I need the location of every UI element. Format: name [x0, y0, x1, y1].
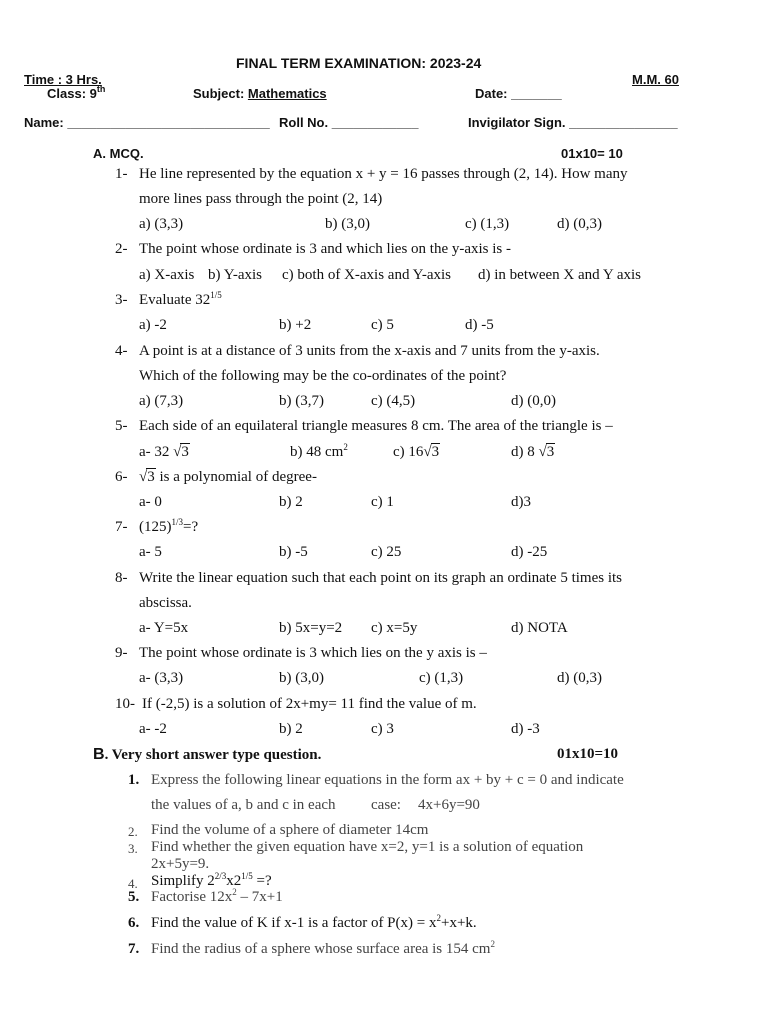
q3-option-a: a) -2	[139, 317, 167, 333]
q2-text: The point whose ordinate is 3 and which lies on the y-axis is -	[139, 241, 512, 257]
b-q4-number: 4.	[128, 876, 138, 891]
b-q7-pre: Find the radius of a sphere whose surface area is 154 cm	[151, 941, 491, 957]
q5-option-c	[393, 444, 440, 461]
q1-text-line2: more lines pass through the point (2, 14)	[139, 191, 383, 207]
b-q6-number: 6.	[128, 915, 140, 931]
q9-option-b: b) (3,0)	[279, 670, 324, 686]
q2-option-b: b) Y-axis	[208, 267, 263, 283]
q5-option-d-text: d) 8	[511, 444, 535, 460]
b-q6-post: +x+k.	[440, 915, 477, 931]
q6-option-d: d)3	[511, 494, 531, 510]
q5-option-b	[290, 444, 348, 461]
q4-text-line2: Which of the following may be the co-ordinates of the point?	[139, 368, 507, 384]
q8-text-line1: Write the linear equation such that each point on its graph an ordinate 5 times its	[139, 570, 623, 586]
section-b-title-text: . Very short answer type question.	[104, 747, 322, 763]
b-q1-line2: the values of a, b and c in each	[151, 797, 336, 813]
exam-title: FINAL TERM EXAMINATION: 2023-24	[236, 55, 482, 71]
q8-text-line2: abscissa.	[139, 595, 192, 611]
b-q5-exp: 2	[232, 887, 237, 897]
q5-option-d-radicand: 3	[546, 444, 555, 460]
q2-option-d: d) in between X and Y axis	[478, 267, 642, 283]
q7-base: (125)	[139, 519, 172, 535]
q8-option-d: d) NOTA	[511, 620, 568, 636]
q10-option-d: d) -3	[511, 721, 540, 737]
class-label	[47, 86, 105, 101]
q3-option-c: c) 5	[371, 317, 394, 333]
b-q6-text	[151, 915, 477, 932]
q5-option-a-radicand: 3	[181, 444, 189, 460]
q3-exponent: 1/5	[210, 290, 222, 300]
q10-option-a: a- -2	[139, 721, 167, 737]
q2-number: 2-	[115, 241, 128, 257]
q3-option-b: b) +2	[279, 317, 312, 333]
q1-option-a: a) (3,3)	[139, 216, 184, 232]
sqrt-symbol: √3	[139, 469, 155, 485]
b-q1-case-value: 4x+6y=90	[418, 797, 480, 813]
b-q5-post: – 7x+1	[236, 889, 283, 905]
q9-option-c: c) (1,3)	[419, 670, 464, 686]
q6-radicand: 3	[147, 469, 155, 485]
q2-option-c: c) both of X-axis and Y-axis	[282, 267, 451, 283]
q9-number: 9-	[115, 645, 128, 661]
q4-text-line1: A point is at a distance of 3 units from the x-axis and 7 units from the y-axis.	[139, 343, 600, 359]
q4-option-d: d) (0,0)	[511, 393, 556, 409]
q1-number: 1-	[115, 166, 128, 182]
b-q1-number: 1.	[128, 772, 140, 788]
b-q1-line1: Express the following linear equations in the form ax + by + c = 0 and indicate	[151, 772, 624, 788]
q5-option-b-sup: 2	[343, 442, 348, 452]
b-q3-line1: Find whether the given equation have x=2, y=1 is a solution of equation	[151, 839, 584, 855]
sqrt-symbol: √3	[423, 444, 440, 460]
q10-number: 10-	[115, 696, 135, 712]
q9-text: The point whose ordinate is 3 which lies on the y axis is –	[139, 645, 487, 661]
invigilator-label: Invigilator Sign. _______________	[468, 115, 678, 130]
q7-tail: =?	[183, 519, 199, 535]
b-q2-text: Find the volume of a sphere of diameter 14cm	[151, 822, 429, 838]
q9-option-d: d) (0,3)	[557, 670, 602, 686]
q10-option-c: c) 3	[371, 721, 394, 737]
q5-option-a-text: a- 32	[139, 444, 170, 460]
section-b-marks: 01x10=10	[557, 746, 619, 762]
sqrt-symbol: √3	[538, 444, 555, 460]
q5-option-a	[139, 444, 190, 461]
q8-option-c: c) x=5y	[371, 620, 418, 636]
q7-option-b: b) -5	[279, 544, 308, 560]
q1-option-d: d) (0,3)	[557, 216, 602, 232]
q7-option-c: c) 25	[371, 544, 402, 560]
q8-option-a: a- Y=5x	[139, 620, 189, 636]
q4-option-b: b) (3,7)	[279, 393, 324, 409]
b-q4-exp1: 2/3	[214, 871, 227, 881]
q1-option-b: b) (3,0)	[325, 216, 370, 232]
q5-text: Each side of an equilateral triangle measures 8 cm. The area of the triangle is –	[139, 418, 613, 434]
q8-number: 8-	[115, 570, 128, 586]
q3-text-main: Evaluate 32	[139, 292, 211, 308]
q9-option-a: a- (3,3)	[139, 670, 184, 686]
class-sup: th	[96, 84, 106, 94]
subject-value: Mathematics	[247, 86, 327, 101]
roll-label: Roll No. ____________	[279, 115, 419, 130]
q4-number: 4-	[115, 343, 128, 359]
q10-option-b: b) 2	[279, 721, 303, 737]
q5-number: 5-	[115, 418, 128, 434]
q7-text	[139, 519, 198, 536]
b-q2-number: 2.	[128, 824, 138, 839]
b-q6-pre: Find the value of K if x-1 is a factor of P(x) = x	[151, 915, 437, 931]
b-q5-text	[151, 889, 283, 906]
b-q7-text	[151, 941, 495, 958]
b-q3-line2: 2x+5y=9.	[151, 856, 210, 872]
q7-number: 7-	[115, 519, 128, 535]
subject-label	[193, 86, 327, 101]
q7-option-a: a- 5	[139, 544, 162, 560]
sqrt-symbol: √3	[173, 444, 189, 460]
q2-option-a: a) X-axis	[139, 267, 195, 283]
section-a-marks: 01x10= 10	[561, 146, 623, 161]
q3-number: 3-	[115, 292, 128, 308]
q1-text-line1: He line represented by the equation x + y = 16 passes through (2, 14). How many	[139, 166, 628, 182]
q6-option-b: b) 2	[279, 494, 303, 510]
time-label: Time : 3 Hrs.	[24, 72, 102, 87]
section-b-letter: B	[93, 746, 105, 763]
q6-option-a: a- 0	[139, 494, 162, 510]
class-text: Class: 9	[47, 86, 97, 101]
b-q1-case-label: case:	[371, 797, 401, 813]
q6-option-c: c) 1	[371, 494, 394, 510]
q5-option-c-text: c) 16	[393, 444, 424, 460]
name-label: Name: ____________________________	[24, 115, 270, 130]
q1-option-c: c) (1,3)	[465, 216, 510, 232]
b-q4-pre: Simplify 2	[151, 873, 215, 889]
q4-option-c: c) (4,5)	[371, 393, 416, 409]
subject-text: Subject:	[193, 86, 248, 101]
q10-text: If (-2,5) is a solution of 2x+my= 11 find the value of m.	[142, 696, 477, 712]
b-q6-exp: 2	[436, 913, 441, 923]
date-label: Date: _______	[475, 86, 562, 101]
q5-option-d	[511, 444, 555, 461]
b-q7-number: 7.	[128, 941, 140, 957]
q5-option-b-text: b) 48 cm	[290, 444, 344, 460]
q3-text	[139, 292, 222, 309]
q4-option-a: a) (7,3)	[139, 393, 184, 409]
max-marks: M.M. 60	[632, 72, 679, 87]
b-q4-mid: x2	[226, 873, 242, 889]
b-q4-post: =?	[252, 873, 272, 889]
q7-exponent: 1/3	[171, 517, 184, 527]
b-q5-number: 5.	[128, 889, 140, 905]
b-q5-pre: Factorise 12x	[151, 889, 233, 905]
q8-option-b: b) 5x=y=2	[279, 620, 343, 636]
section-b-title	[93, 746, 321, 764]
section-a-title: A. MCQ.	[93, 146, 144, 161]
q3-option-d: d) -5	[465, 317, 494, 333]
b-q3-number: 3.	[128, 841, 138, 856]
q5-option-c-radicand: 3	[431, 444, 440, 460]
q7-option-d: d) -25	[511, 544, 548, 560]
b-q4-exp2: 1/5	[241, 871, 253, 881]
q6-text-main: is a polynomial of degree-	[155, 469, 317, 485]
q6-number: 6-	[115, 469, 128, 485]
q6-text	[139, 469, 317, 486]
b-q4-text	[151, 873, 272, 890]
b-q7-exp: 2	[490, 939, 495, 949]
